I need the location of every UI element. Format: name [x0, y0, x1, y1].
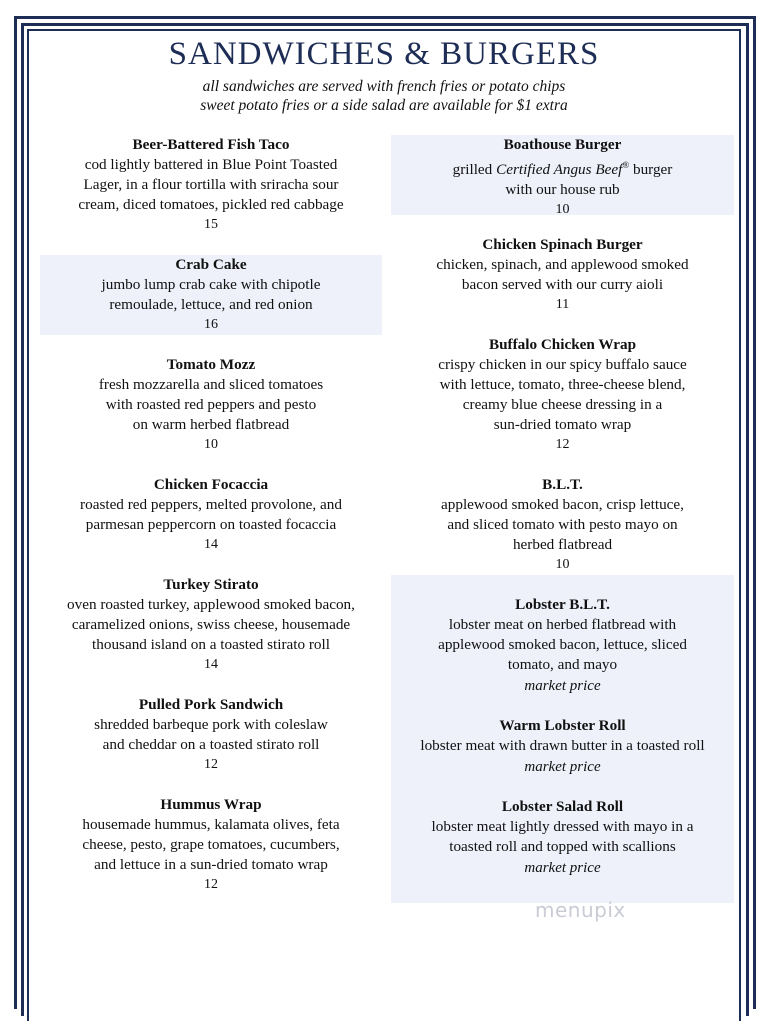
item-name: Boathouse Burger [503, 136, 622, 153]
item-price: 12 [204, 757, 218, 772]
item-name: B.L.T. [542, 476, 583, 493]
item-price: 14 [204, 657, 218, 672]
item-price: 14 [204, 537, 218, 552]
item-desc: lobster meat on herbed flatbread with [448, 616, 677, 633]
item-desc: applewood smoked bacon, lettuce, sliced [438, 636, 687, 653]
item-price: 10 [204, 437, 218, 452]
item-name: Buffalo Chicken Wrap [488, 336, 637, 353]
item-desc: sun-dried tomato wrap [493, 416, 632, 433]
item-price: 12 [204, 877, 218, 892]
item-name: Pulled Pork Sandwich [138, 696, 284, 713]
item-name: Warm Lobster Roll [499, 717, 626, 734]
menu-item-buffalo-chicken-wrap [391, 335, 734, 455]
item-desc: thousand island on a toasted stirato roll [92, 636, 330, 653]
item-price: 10 [555, 202, 570, 218]
brand-name: Certified Angus Beef [496, 161, 623, 179]
item-desc: toasted roll and topped with scallions [449, 838, 676, 855]
item-desc: with roasted red peppers and pesto [105, 396, 317, 413]
item-price: 10 [555, 557, 570, 572]
menu-item-crab-cake [40, 255, 382, 335]
item-price: 12 [555, 437, 570, 452]
item-price: 15 [204, 217, 218, 232]
item-desc: herbed flatbread [512, 536, 613, 553]
item-price: 11 [555, 297, 570, 312]
item-desc: chicken, spinach, and applewood smoked [436, 256, 689, 273]
menu-item-tomato-mozz [40, 355, 382, 455]
item-desc: on warm herbed flatbread [132, 416, 290, 433]
item-name: Crab Cake [175, 256, 247, 273]
item-desc: and cheddar on a toasted stirato roll [102, 736, 320, 753]
item-desc: fresh mozzarella and sliced tomatoes [98, 376, 324, 393]
item-desc: cheese, pesto, grape tomatoes, cucumbers, [82, 836, 340, 853]
menu-item-blt [391, 475, 734, 575]
item-price: 16 [204, 317, 218, 332]
watermark: menupix [535, 898, 626, 922]
item-desc: grilled Certified Angus Beef® burger [452, 160, 673, 179]
menu-item-fish-taco [40, 135, 382, 235]
subtitle-line-1: all sandwiches are served with french fries or potato chips [202, 78, 566, 95]
item-desc: remoulade, lettuce, and red onion [109, 296, 313, 313]
menu-item-hummus-wrap [40, 795, 382, 895]
item-name: Tomato Mozz [166, 356, 256, 373]
menu-item-warm-lobster-roll [391, 716, 734, 778]
item-name: Chicken Focaccia [153, 476, 269, 493]
menu-item-boathouse-burger [391, 135, 734, 218]
item-desc: jumbo lump crab cake with chipotle [101, 276, 321, 293]
page-title: SANDWICHES & BURGERS [168, 36, 600, 72]
item-desc: bacon served with our curry aioli [461, 276, 664, 293]
left-column [40, 135, 382, 895]
menu-item-chicken-spinach-burger [391, 235, 734, 315]
item-desc: and sliced tomato with pesto mayo on [447, 516, 678, 533]
item-price: market price [524, 759, 601, 775]
item-desc: lobster meat lightly dressed with mayo in a [431, 818, 694, 835]
item-desc: shredded barbeque pork with coleslaw [94, 716, 328, 733]
item-desc: cream, diced tomatoes, pickled red cabbage [78, 196, 344, 213]
menu-item-turkey-stirato [40, 575, 382, 675]
item-desc: oven roasted turkey, applewood smoked bacon, [67, 596, 355, 613]
subtitle-line-2: sweet potato fries or a side salad are available for $1 extra [200, 97, 568, 114]
right-column [391, 135, 734, 903]
menu-item-lobster-salad-roll [391, 797, 734, 879]
item-desc: housemade hummus, kalamata olives, feta [82, 816, 340, 833]
item-name: Lobster B.L.T. [515, 596, 610, 613]
menu-item-pulled-pork [40, 695, 382, 775]
menu-item-chicken-focaccia [40, 475, 382, 555]
item-name: Hummus Wrap [160, 796, 262, 813]
item-name: Lobster Salad Roll [501, 798, 624, 815]
item-desc: cod lightly battered in Blue Point Toasted [84, 156, 338, 173]
item-price: market price [524, 860, 601, 876]
item-desc: and lettuce in a sun-dried tomato wrap [94, 856, 328, 873]
item-price: market price [524, 678, 601, 694]
item-desc: lobster meat with drawn butter in a toasted roll [420, 737, 705, 754]
item-desc: parmesan peppercorn on toasted focaccia [85, 516, 337, 533]
item-name: Turkey Stirato [163, 576, 259, 593]
menu-item-lobster-blt [391, 595, 734, 697]
lobster-section [391, 575, 734, 903]
item-desc: creamy blue cheese dressing in a [462, 396, 663, 413]
item-desc: caramelized onions, swiss cheese, housemade [71, 616, 351, 633]
item-name: Beer-Battered Fish Taco [132, 136, 290, 153]
item-desc: tomato, and mayo [507, 656, 618, 673]
item-name: Chicken Spinach Burger [482, 236, 643, 253]
item-desc: crispy chicken in our spicy buffalo sauce [438, 356, 687, 373]
item-desc: applewood smoked bacon, crisp lettuce, [441, 496, 684, 513]
item-desc: roasted red peppers, melted provolone, and [80, 496, 342, 513]
item-desc: Lager, in a flour tortilla with sriracha sour [83, 176, 339, 193]
item-desc: with our house rub [505, 181, 620, 199]
item-desc: with lettuce, tomato, three-cheese blend, [439, 376, 686, 393]
